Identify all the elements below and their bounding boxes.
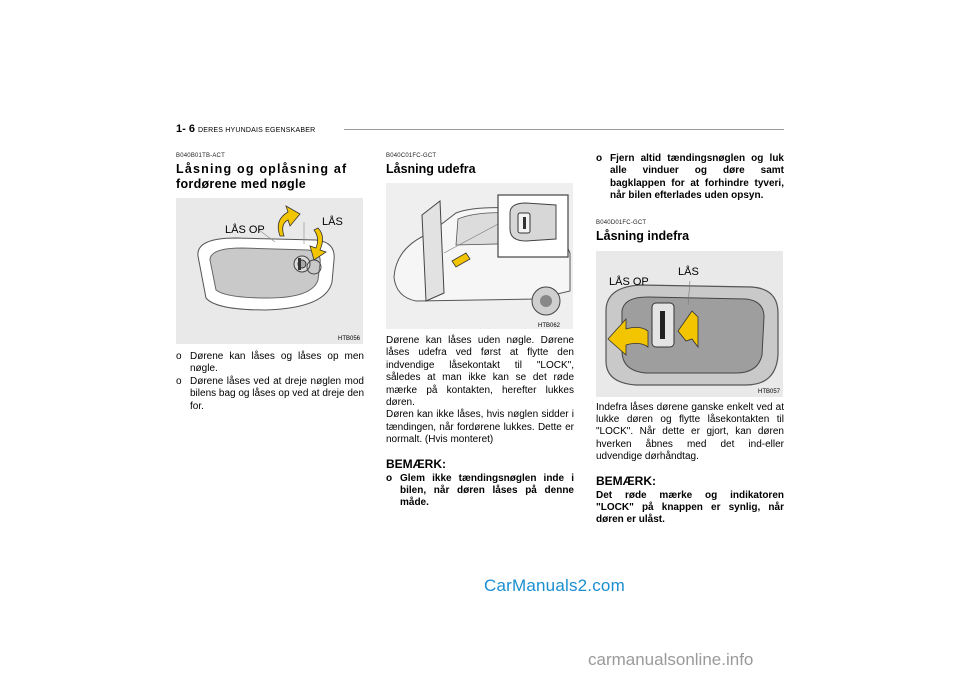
- figure-label-lock: LÅS: [322, 216, 343, 228]
- list-item-text: Dørene kan låses og låses op men nøgle.: [190, 351, 364, 375]
- column-1: [176, 153, 364, 413]
- header-rule: [344, 129, 784, 130]
- section-title-line-2: fordørene med nøgle: [176, 177, 307, 191]
- list-item: [386, 473, 574, 510]
- paragraph: Døren kan ikke låses, hvis nøglen sidder i tændingen, når fordørene lukkes. Dette er normalt. (Hvis monteret): [386, 409, 574, 446]
- figure-label-lock: LÅS: [678, 265, 699, 278]
- column-3: [596, 153, 784, 527]
- figure-label-unlock: LÅS OP: [609, 275, 649, 288]
- note-title: BEMÆRK:: [596, 473, 656, 488]
- paragraph: Dørene kan låses uden nøgle. Dørene låses udefra ved først at flytte den indvendige låsekontakt til "LOCK", således at man ikke kan se det røde mærke på kontakten, herefter lukkes døren.: [386, 335, 574, 409]
- list-item-text: Fjern altid tændingsnøglen og luk alle vinduer og døre samt bagklappen for at forhindre tyveri, når bilen efterlades uden opsyn.: [610, 153, 784, 202]
- note-text: Det røde mærke og indikatoren "LOCK" på knappen er synlig, når døren er ulåst.: [596, 489, 784, 526]
- bullet-marker: o: [386, 472, 393, 484]
- page-header: [176, 123, 315, 135]
- inside-handle-illustration: [596, 251, 783, 397]
- figure-inside-handle: [596, 251, 783, 397]
- list-item-text: Glem ikke tændingsnøglen inde i bilen, når døren låses på denne måde.: [400, 472, 574, 509]
- list-item: [176, 351, 364, 376]
- section-code: B040D01FC-GCT: [596, 219, 647, 226]
- list-item: [596, 153, 784, 203]
- figure-code: HTB057: [757, 388, 780, 395]
- figure-code: HTB062: [538, 323, 561, 329]
- bullet-list: [596, 153, 784, 203]
- bullet-marker: o: [176, 351, 182, 362]
- figure-label-unlock: LÅS OP: [225, 224, 265, 236]
- section-code: B040C01FC-GCT: [386, 153, 437, 159]
- figure-door-handle-key: [176, 198, 363, 344]
- section-title-line-1: Låsning og oplåsning af: [176, 162, 348, 176]
- figure-code: HTB056: [337, 336, 360, 342]
- section-title: [176, 162, 364, 192]
- watermark-carmanualsonline[interactable]: carmanualsonline.info: [588, 650, 754, 669]
- list-item-text: Dørene låses ved at dreje nøglen mod bilens bag og låses op ved at dreje den for.: [190, 375, 365, 412]
- page-number: 1- 6: [176, 123, 195, 135]
- column-2: [386, 153, 574, 510]
- note-title: BEMÆRK:: [386, 456, 446, 471]
- section-title: Låsning udefra: [386, 162, 476, 176]
- section-title: Låsning indefra: [596, 228, 690, 243]
- car-open-door-illustration: [386, 183, 573, 329]
- list-item: [176, 376, 364, 413]
- paragraph: Indefra låses dørene ganske enkelt ved at lukke døren og flytte låsekontakten til "LOCK". Når dette er gjort, kan døren hverken åbnes med det ind-eller udvendige dørhåndtag.: [596, 401, 784, 463]
- door-handle-key-illustration: [176, 198, 363, 344]
- section-code: B040B01TB-ACT: [176, 153, 225, 159]
- chapter-title: DERES HYUNDAIS EGENSKABER: [197, 127, 316, 134]
- bullet-marker: o: [596, 153, 603, 164]
- figure-car-open-door: [386, 183, 573, 329]
- bullet-list: [176, 351, 364, 413]
- note-list: [386, 473, 574, 510]
- bullet-marker: o: [176, 375, 182, 387]
- watermark-carmanuals2[interactable]: CarManuals2.com: [484, 576, 625, 595]
